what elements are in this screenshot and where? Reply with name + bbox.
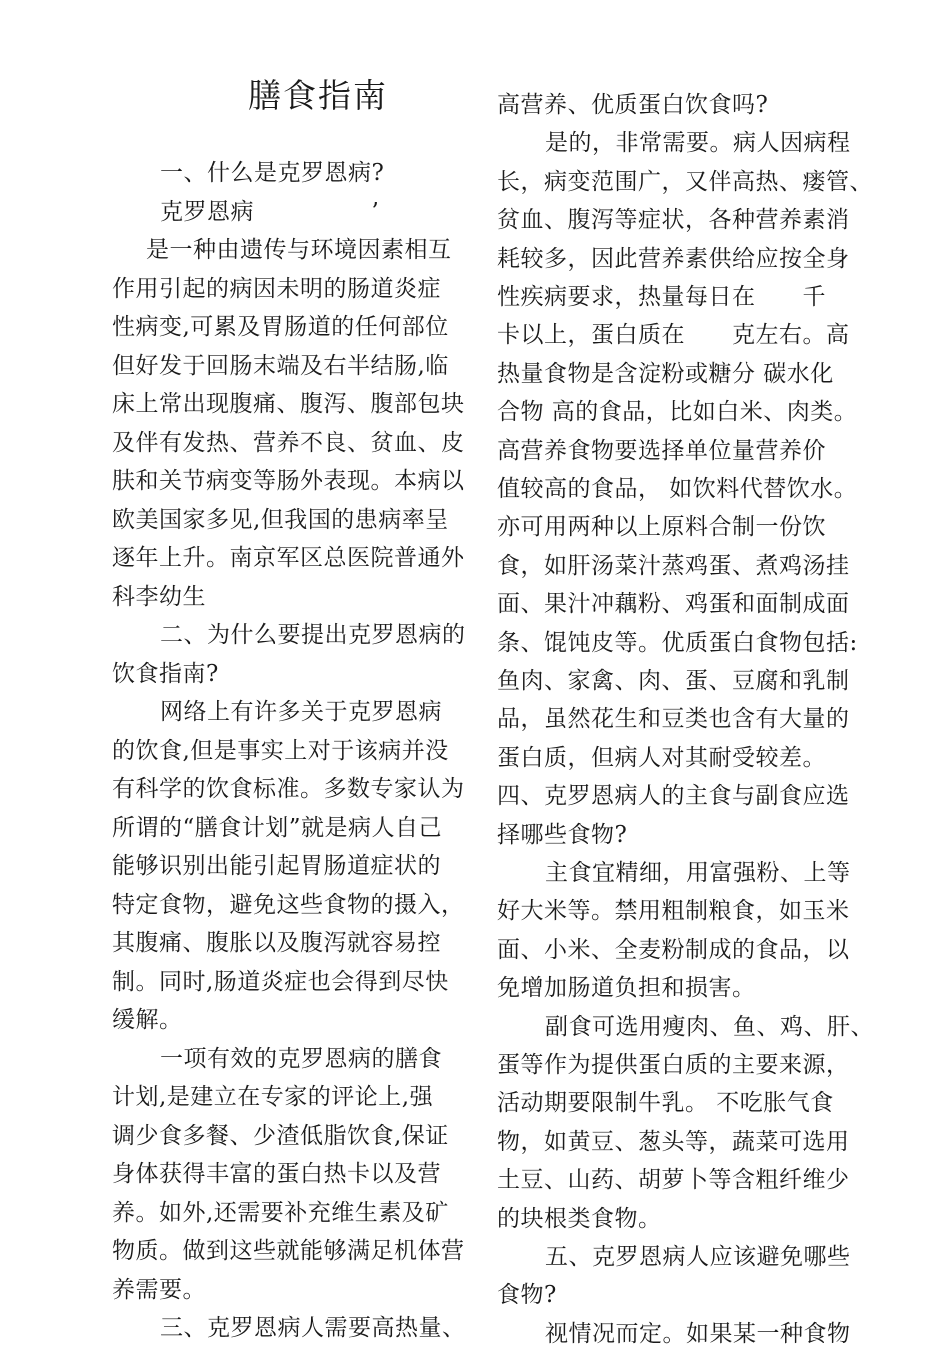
text-line: 欧美国家多见,但我国的患病率呈 bbox=[112, 506, 449, 533]
text-line: 食物? bbox=[497, 1282, 557, 1309]
text-line: 有科学的饮食标准。多数专家认为 bbox=[112, 776, 465, 802]
text-line: 性病变,可累及胃肠道的任何部位 bbox=[112, 314, 449, 340]
page-title: 膳食指南 bbox=[248, 76, 388, 115]
text-line: 所谓的“膳食计划”就是病人自己 bbox=[112, 814, 443, 841]
text-line: 亦可用两种以上原料合制一份饮 bbox=[497, 514, 826, 541]
text-line: 逐年上升。南京军区总医院普通外 bbox=[112, 545, 465, 571]
text-line: 视情况而定。如果某一种食物 bbox=[545, 1320, 851, 1347]
text-line: 科李幼生 bbox=[112, 583, 206, 610]
text-line: 养。如外,还需要补充维生素及矿 bbox=[112, 1199, 449, 1226]
text-line: 调少食多餐、少渣低脂饮食,保证 bbox=[112, 1122, 449, 1149]
text-line: 副食可选用瘦肉、鱼、鸡、肝、 bbox=[545, 1013, 874, 1040]
text-line: 物质。做到这些就能够满足机体营 bbox=[112, 1238, 465, 1264]
text-line: 热量食物是含淀粉或糖分 碳水化 bbox=[497, 360, 834, 387]
text-line: 身体获得丰富的蛋白热卡以及营 bbox=[112, 1161, 441, 1187]
text-line: 一项有效的克罗恩病的膳食 bbox=[160, 1045, 442, 1072]
text-line: 网络上有许多关于克罗恩病 bbox=[160, 699, 442, 725]
text-line: 饮食指南? bbox=[112, 660, 219, 687]
text-line: 但好发于回肠末端及右半结肠,临 bbox=[112, 352, 449, 379]
text-line: 计划,是建立在专家的评论上,强 bbox=[112, 1084, 434, 1110]
text-line: 值较高的食品， 如饮料代替饮水。 bbox=[497, 476, 858, 502]
text-line: 品，虽然花生和豆类也含有大量的 bbox=[497, 706, 850, 733]
text-line: 其腹痛、腹胀以及腹泻就容易控 bbox=[112, 930, 441, 956]
text-line: 择哪些食物? bbox=[497, 821, 628, 848]
text-line: 面、小米、全麦粉制成的食品，以 bbox=[497, 936, 850, 963]
text-line: 养需要。 bbox=[112, 1276, 206, 1303]
text-line: 制。同时,肠道炎症也会得到尽快 bbox=[112, 968, 449, 995]
text-line: 好大米等。禁用粗制粮食，如玉米 bbox=[497, 898, 850, 925]
text-line: 面、果汁冲藕粉、鸡蛋和面制成面 bbox=[497, 591, 850, 618]
text-line: 贫血、腹泻等症状，各种营养素消 bbox=[497, 207, 850, 234]
text-line: 蛋等作为提供蛋白质的主要来源， bbox=[497, 1052, 850, 1078]
text-line: 活动期要限制牛乳。 不吃胀气食 bbox=[497, 1090, 834, 1117]
text-line: 蛋白质，但病人对其耐受较差。 bbox=[497, 744, 826, 771]
text-line: 性疾病要求，热量每日在 千 bbox=[497, 284, 826, 310]
text-line: 特定食物，避免这些食物的摄入， bbox=[112, 891, 465, 918]
text-line: 物，如黄豆、葱头等，蔬菜可选用 bbox=[497, 1128, 850, 1155]
text-line: 食，如肝汤菜汁蒸鸡蛋、煮鸡汤挂 bbox=[497, 552, 850, 579]
text-line: 四、克罗恩病人的主食与副食应选 bbox=[497, 783, 850, 810]
text-line: 高营养食物要选择单位量营养价 bbox=[497, 437, 826, 464]
text-line: 合物 高的食品，比如白米、肉类。 bbox=[497, 399, 858, 426]
text-line: 及伴有发热、营养不良、贫血、皮 bbox=[112, 429, 465, 456]
text-line: 鱼肉、家禽、肉、蛋、豆腐和乳制 bbox=[497, 668, 850, 694]
text-line: 长，病变范围广，又伴高热、瘘管、 bbox=[497, 168, 873, 195]
text-line: 作用引起的病因未明的肠道炎症 bbox=[112, 275, 441, 302]
text-line: 耗较多，因此营养素供给应按全身 bbox=[497, 245, 850, 272]
text-line: 免增加肠道负担和损害。 bbox=[497, 975, 756, 1002]
text-line: 是一种由遗传与环境因素相互 bbox=[146, 237, 452, 263]
text-line: 条、馄饨皮等。优质蛋白食物包括: bbox=[497, 629, 858, 656]
text-line: 是的，非常需要。病人因病程 bbox=[545, 130, 851, 157]
text-line: 的块根类食物。 bbox=[497, 1205, 662, 1232]
text-line: 高营养、优质蛋白饮食吗? bbox=[497, 92, 769, 118]
text-line: 二、为什么要提出克罗恩病的 bbox=[160, 622, 466, 648]
text-line: 主食宜精细，用富强粉、上等 bbox=[545, 860, 851, 886]
text-line: 肤和关节病变等肠外表现。本病以 bbox=[112, 468, 465, 494]
text-line: 一、什么是克罗恩病? bbox=[160, 160, 385, 186]
text-line: 床上常出现腹痛、腹泻、腹部包块 bbox=[112, 391, 465, 417]
text-line: 三、克罗恩病人需要高热量、 bbox=[160, 1315, 466, 1341]
text-line: 克罗恩病 ’ bbox=[160, 198, 380, 225]
text-line: 能够识别出能引起胃肠道症状的 bbox=[112, 853, 441, 879]
text-line: 土豆、山药、胡萝卜等含粗纤维少 bbox=[497, 1167, 850, 1194]
text-line: 的饮食,但是事实上对于该病并没 bbox=[112, 737, 449, 764]
text-line: 缓解。 bbox=[112, 1007, 183, 1033]
text-line: 卡以上，蛋白质在 克左右。高 bbox=[497, 322, 850, 349]
text-line: 五、克罗恩病人应该避免哪些 bbox=[545, 1244, 851, 1270]
